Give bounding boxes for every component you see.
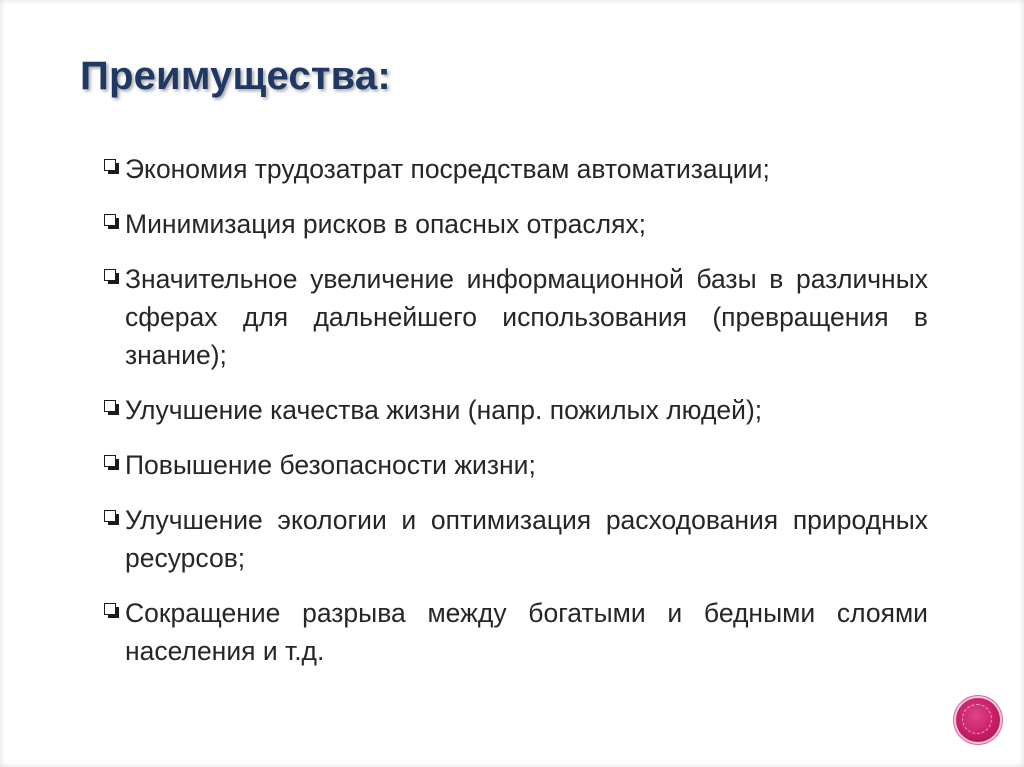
checkbox-square-icon [104,159,119,174]
checkbox-square-icon [104,269,119,284]
list-item-text: Минимизация рисков в опасных отраслях; [125,209,647,239]
list-item-text: Экономия трудозатрат посредствам автоматизации; [125,154,770,184]
round-pink-logo-icon [956,698,1000,742]
advantages-list [104,150,928,687]
list-item-text: Сокращение разрыва между богатыми и бедными слоями населения и т.д. [125,598,928,666]
list-item [104,205,928,243]
list-item-text: Повышение безопасности жизни; [125,450,536,480]
checkbox-square-icon [104,214,119,229]
list-item [104,501,928,577]
list-item [104,446,928,484]
slide-title: Преимущества: [80,54,391,98]
list-item-text: Значительное увеличение информационной базы в различных сферах для дальнейшего использования (превращения в знание); [125,264,928,370]
checkbox-square-icon [104,455,119,470]
checkbox-square-icon [104,400,119,415]
list-item [104,260,928,374]
checkbox-square-icon [104,510,119,525]
list-item [104,594,928,670]
list-item [104,150,928,188]
list-item-text: Улучшение экологии и оптимизация расходования природных ресурсов; [125,505,928,573]
list-item [104,391,928,429]
checkbox-square-icon [104,603,119,618]
list-item-text: Улучшение качества жизни (напр. пожилых людей); [125,395,763,425]
